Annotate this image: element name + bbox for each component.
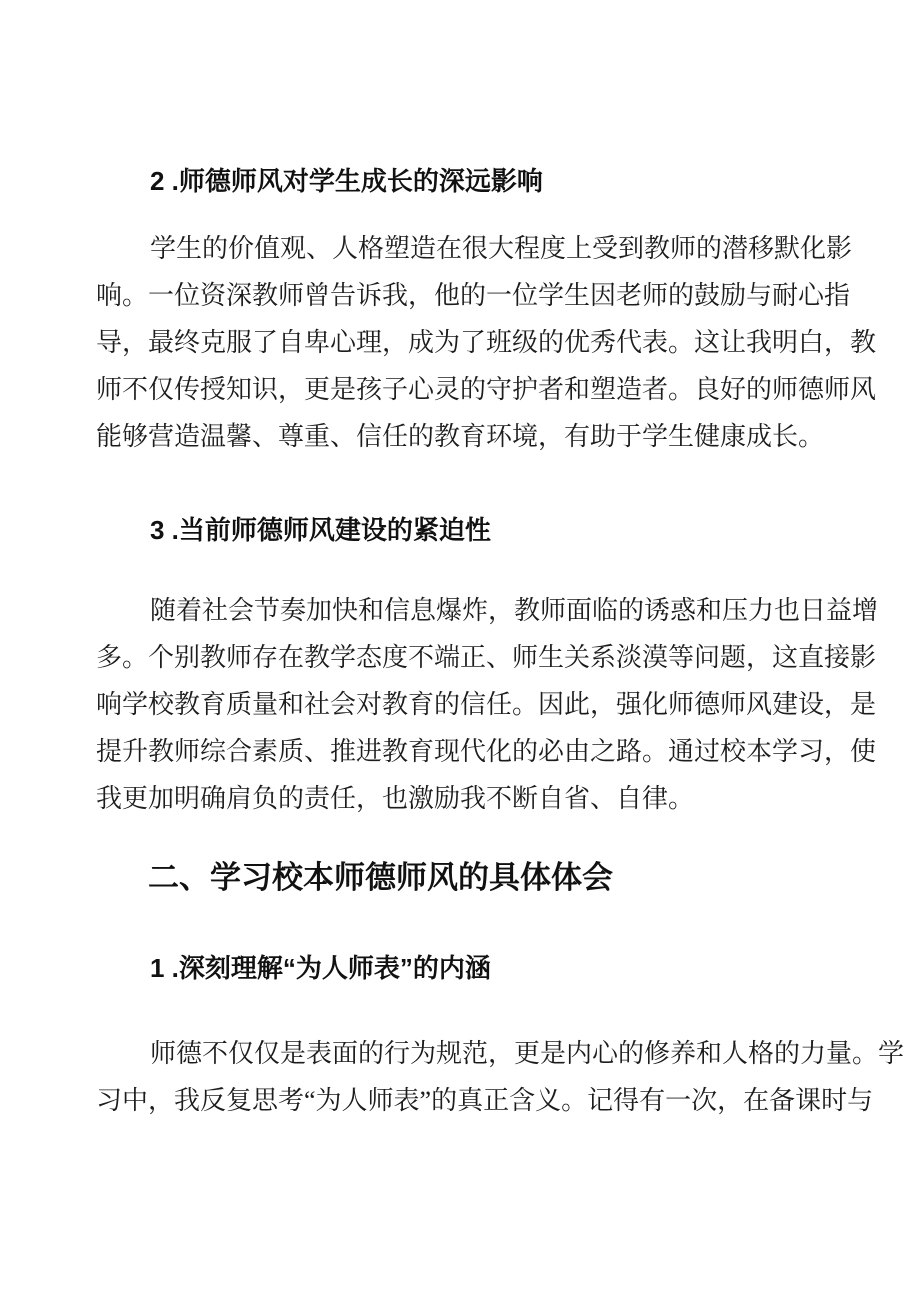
paragraph-teacher-model (96, 1030, 905, 1124)
heading-section-two: 二、学习校本师德师风的具体体会 (148, 860, 613, 895)
paragraph-urgency (96, 587, 879, 822)
text-line: 多。个别教师存在教学态度不端正、师生关系淡漠等问题，这直接影 (96, 643, 877, 672)
heading-urgency: 3 .当前师德师风建设的紧迫性 (150, 515, 491, 545)
text-line: 响学校教育质量和社会对教育的信任。因此，强化师德师风建设，是 (96, 690, 877, 719)
text-line: 学生的价值观、人格塑造在很大程度上受到教师的潜移默化影 (150, 234, 853, 263)
text-line: 随着社会节奏加快和信息爆炸，教师面临的诱惑和压力也日益增 (150, 596, 879, 625)
text-line: 师德不仅仅是表面的行为规范，更是内心的修养和人格的力量。学 (150, 1039, 905, 1068)
text-line: 能够营造温馨、尊重、信任的教育环境，有助于学生健康成长。 (96, 422, 825, 451)
text-line: 师不仅传授知识，更是孩子心灵的守护者和塑造者。良好的师德师风 (96, 375, 877, 404)
heading-teacher-model: 1 .深刻理解“为人师表”的内涵 (150, 953, 491, 983)
text-line: 提升教师综合素质、推进教育现代化的必由之路。通过校本学习，使 (96, 737, 877, 766)
paragraph-student-influence (96, 225, 877, 460)
text-line: 我更加明确肩负的责任，也激励我不断自省、自律。 (96, 784, 695, 813)
heading-student-influence: 2 .师德师风对学生成长的深远影响 (150, 166, 543, 196)
text-line: 导，最终克服了自卑心理，成为了班级的优秀代表。这让我明白，教 (96, 328, 877, 357)
text-line: 响。一位资深教师曾告诉我，他的一位学生因老师的鼓励与耐心指 (96, 281, 851, 310)
text-line: 习中，我反复思考“为人师表”的真正含义。记得有一次，在备课时与 (96, 1086, 874, 1115)
